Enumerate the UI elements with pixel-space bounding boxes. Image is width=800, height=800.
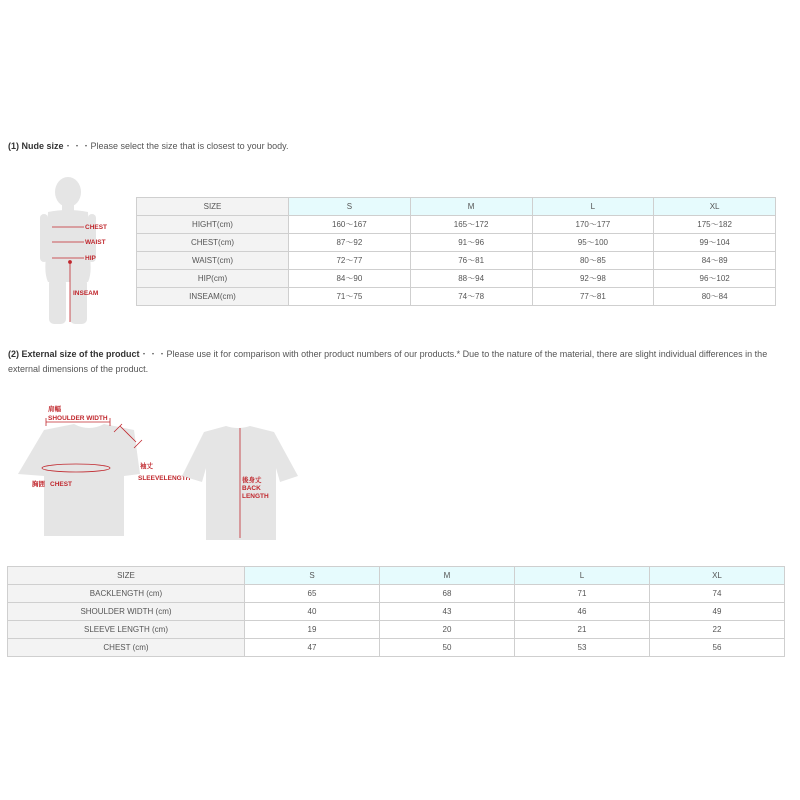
external-size-description: ・・・Please use it for comparison with other product numbers of our products.* Due to the nature of the material, there are slight individual differences in the external dimensions of the product. — [8, 349, 768, 374]
table-row — [8, 585, 785, 603]
label-chest: CHEST — [50, 481, 73, 488]
label-inseam: INSEAM — [73, 290, 99, 297]
cell: 21 — [515, 621, 650, 639]
row-label: CHEST (cm) — [8, 639, 245, 657]
label-length: LENGTH — [242, 493, 269, 500]
cell: 43 — [380, 603, 515, 621]
label-chest: CHEST — [85, 224, 108, 231]
nude-size-table — [136, 197, 776, 306]
cell: 22 — [650, 621, 785, 639]
external-size-heading — [8, 347, 794, 377]
label-chest-jp: 胸囲 — [32, 481, 45, 488]
label-shoulder-jp: 肩幅 — [48, 406, 61, 413]
cell: 65 — [245, 585, 380, 603]
row-label: INSEAM(cm) — [137, 288, 289, 306]
cell: 47 — [245, 639, 380, 657]
cell: 80～84 — [654, 288, 776, 306]
cell: 92～98 — [532, 270, 654, 288]
cell: 95～100 — [532, 234, 654, 252]
cell: 53 — [515, 639, 650, 657]
table-row — [137, 270, 776, 288]
cell: 96～102 — [654, 270, 776, 288]
header-l: L — [532, 198, 654, 216]
cell: 56 — [650, 639, 785, 657]
cell: 74～78 — [410, 288, 532, 306]
cell: 170～177 — [532, 216, 654, 234]
table-row — [137, 216, 776, 234]
row-label: WAIST(cm) — [137, 252, 289, 270]
row-label: SLEEVE LENGTH (cm) — [8, 621, 245, 639]
cell: 175～182 — [654, 216, 776, 234]
label-sleeve-jp: 袖丈 — [140, 463, 153, 470]
cell: 19 — [245, 621, 380, 639]
row-label: CHEST(cm) — [137, 234, 289, 252]
table-row — [137, 288, 776, 306]
table-row — [8, 603, 785, 621]
table-row — [8, 639, 785, 657]
external-size-title: (2) External size of the product — [8, 349, 140, 359]
table-header-row — [8, 567, 785, 585]
cell: 40 — [245, 603, 380, 621]
cell: 87～92 — [289, 234, 411, 252]
header-s: S — [245, 567, 380, 585]
external-size-table — [7, 566, 785, 657]
label-shoulder-width: SHOULDER WIDTH — [48, 415, 108, 422]
cell: 74 — [650, 585, 785, 603]
cell: 165～172 — [410, 216, 532, 234]
cell: 71～75 — [289, 288, 411, 306]
row-label: BACKLENGTH (cm) — [8, 585, 245, 603]
cell: 71 — [515, 585, 650, 603]
label-back-length-jp: 後身丈 — [242, 477, 262, 484]
cell: 77～81 — [532, 288, 654, 306]
cell: 88～94 — [410, 270, 532, 288]
table-row — [8, 621, 785, 639]
nude-size-description: ・・・Please select the size that is closest to your body. — [63, 141, 289, 151]
body-figure — [30, 178, 120, 328]
shirt-front-figure — [14, 402, 194, 542]
header-size: SIZE — [137, 198, 289, 216]
cell: 99～104 — [654, 234, 776, 252]
cell: 84～90 — [289, 270, 411, 288]
table-row — [137, 234, 776, 252]
table-row — [137, 252, 776, 270]
label-sleeve-length: SLEEVELENGTH — [138, 475, 191, 482]
cell: 50 — [380, 639, 515, 657]
row-label: HIGHT(cm) — [137, 216, 289, 234]
header-xl: XL — [650, 567, 785, 585]
header-s: S — [289, 198, 411, 216]
shirt-back-figure — [176, 424, 306, 544]
label-waist: WAIST — [85, 239, 106, 246]
cell: 80～85 — [532, 252, 654, 270]
nude-size-title: (1) Nude size — [8, 141, 64, 151]
label-hip: HIP — [85, 255, 96, 262]
row-label: SHOULDER WIDTH (cm) — [8, 603, 245, 621]
cell: 72～77 — [289, 252, 411, 270]
table-header-row — [137, 198, 776, 216]
header-xl: XL — [654, 198, 776, 216]
cell: 91～96 — [410, 234, 532, 252]
cell: 20 — [380, 621, 515, 639]
cell: 84～89 — [654, 252, 776, 270]
header-m: M — [410, 198, 532, 216]
cell: 68 — [380, 585, 515, 603]
header-size: SIZE — [8, 567, 245, 585]
row-label: HIP(cm) — [137, 270, 289, 288]
header-l: L — [515, 567, 650, 585]
cell: 76～81 — [410, 252, 532, 270]
cell: 49 — [650, 603, 785, 621]
label-back: BACK — [242, 485, 261, 492]
header-m: M — [380, 567, 515, 585]
cell: 46 — [515, 603, 650, 621]
nude-size-heading — [8, 139, 788, 154]
cell: 160～167 — [289, 216, 411, 234]
